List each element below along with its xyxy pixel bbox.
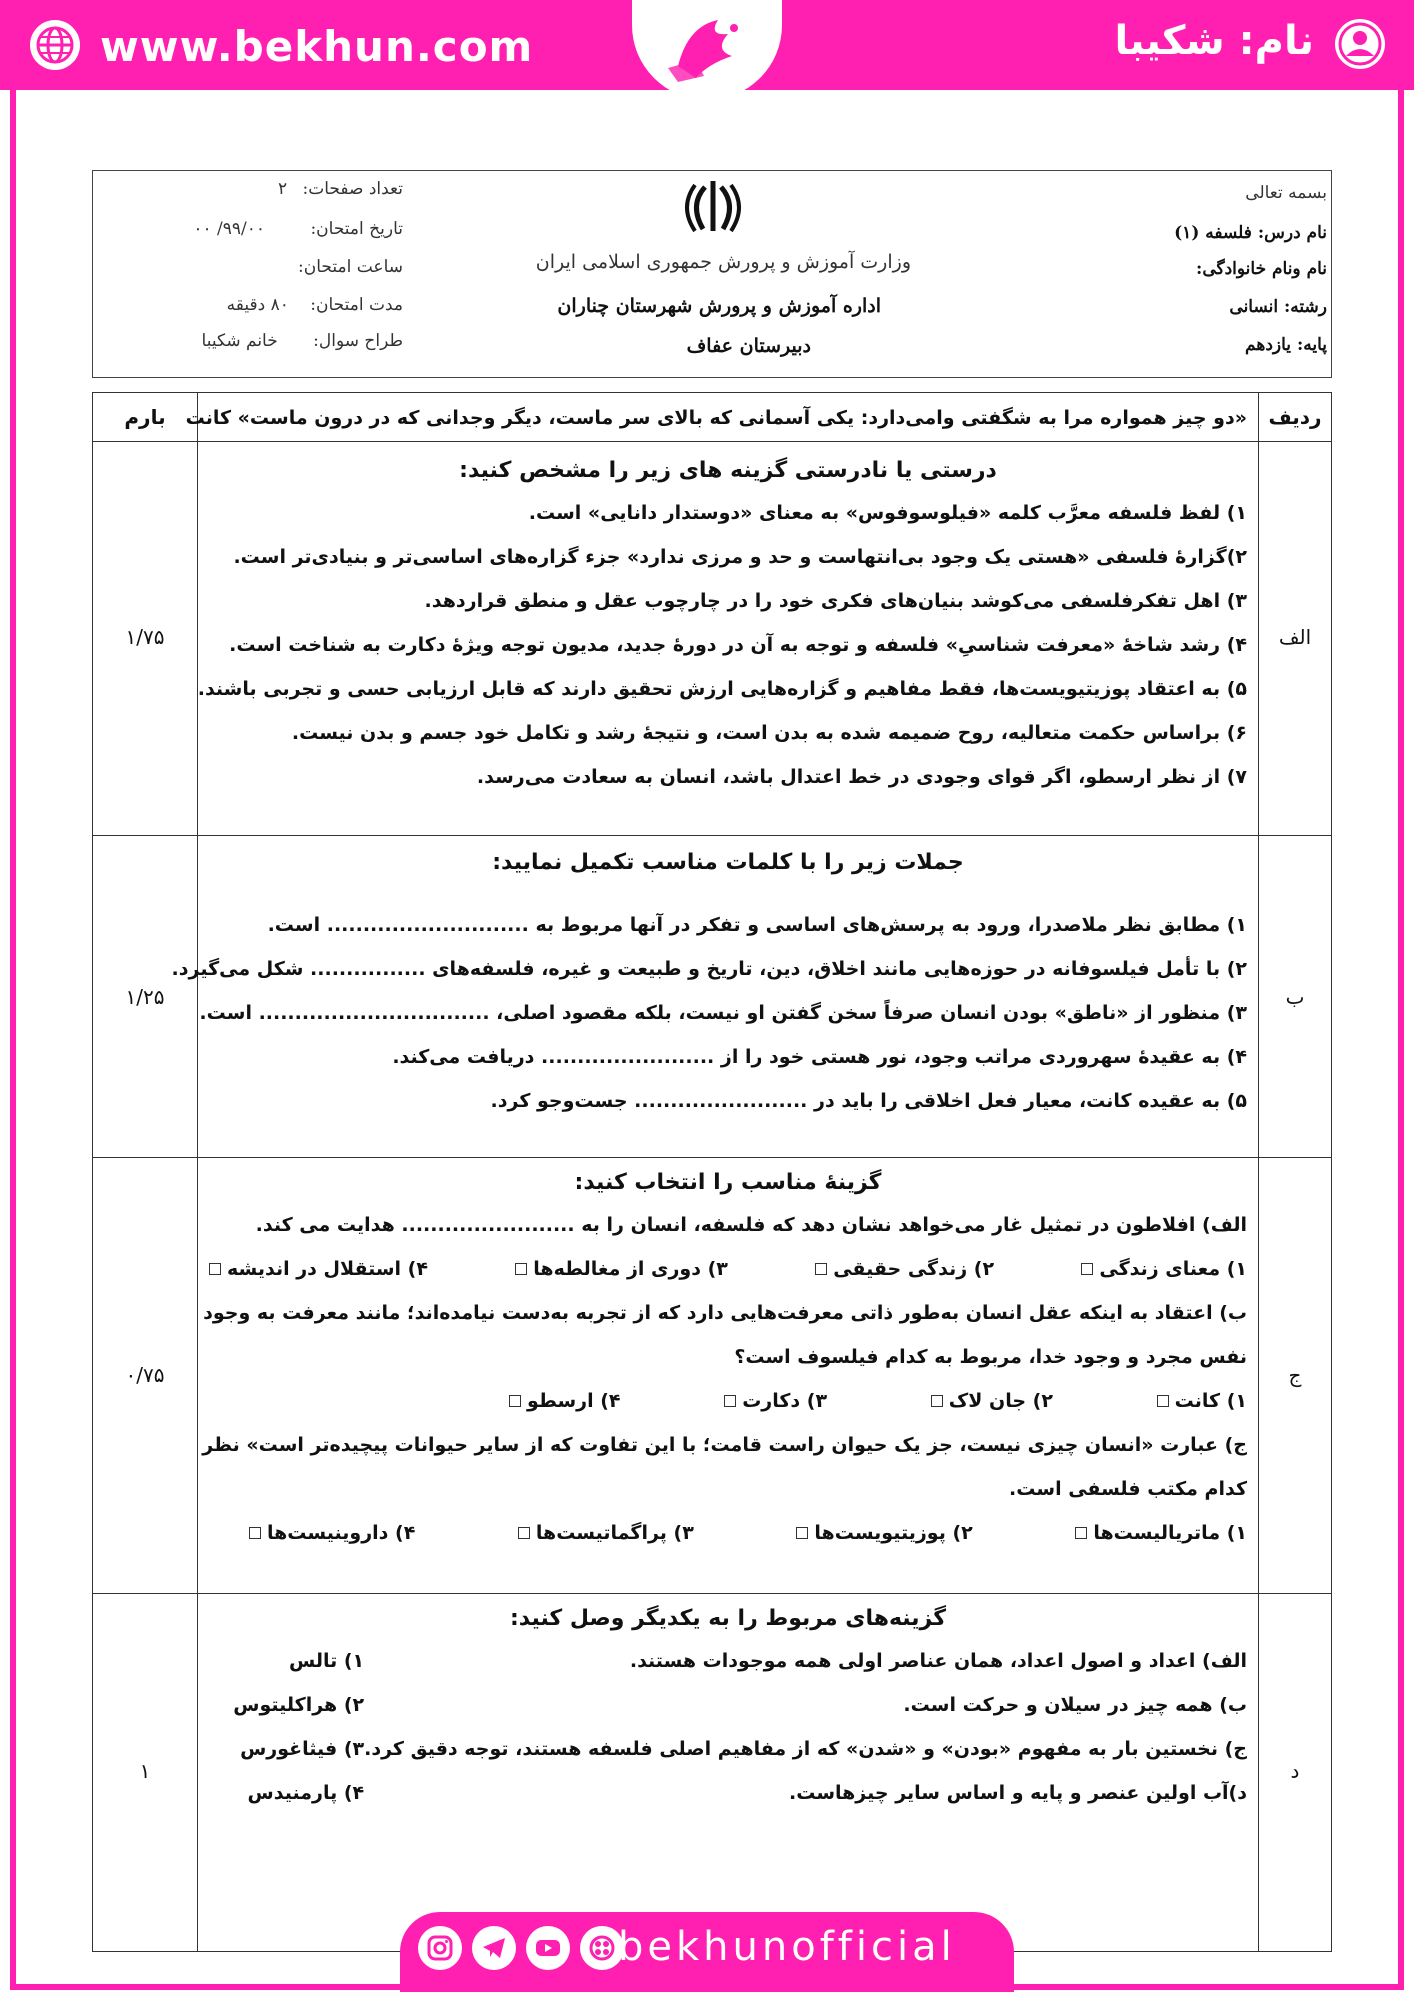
question-c-line2: کدام مکتب فلسفی است. xyxy=(1009,1478,1247,1500)
time-row xyxy=(123,257,403,277)
list-item: ۳) فیثاغورس xyxy=(240,1738,365,1760)
section-d-title: گزینه‌های مربوط را به یکدیگر وصل کنید: xyxy=(509,1606,947,1631)
basmala: بسمه تعالی xyxy=(1245,183,1327,203)
question-b-line1: ب) اعتقاد به اینکه عقل انسان به‌طور ذاتی معرفت‌هایی دارد که از تجربه به‌دست نیامده‌اند؛ مانند معرفت به وجود xyxy=(203,1302,1247,1324)
date-value: ۹۹/۰۰/ ۰۰ xyxy=(193,219,266,239)
list-item: د)آب اولین عنصر و پایه و اساس سایر چیزهاست. xyxy=(788,1782,1247,1804)
checkbox-icon[interactable] xyxy=(815,1263,827,1275)
list-item: ۱) تالس xyxy=(288,1650,365,1672)
list-item: ۶) براساس حکمت متعالیه، روح ضمیمه شده به بدن است، و نتیجهٔ رشد و تکامل خود جسم و بدن نیست. xyxy=(291,722,1247,744)
list-item: ۲) هراکلیتوس xyxy=(233,1694,365,1716)
option[interactable] xyxy=(509,1379,620,1423)
checkbox-icon[interactable] xyxy=(796,1527,808,1539)
option[interactable] xyxy=(209,1247,428,1291)
bekhun-logo xyxy=(648,6,766,90)
duration-label: مدت امتحان: xyxy=(310,295,403,315)
option[interactable] xyxy=(724,1379,827,1423)
pages-row xyxy=(123,179,403,199)
radif-header: ردیف xyxy=(1268,405,1322,429)
pages-value: ۲ xyxy=(277,179,288,199)
checkbox-icon[interactable] xyxy=(209,1263,221,1275)
fullname-label: نام ونام خانوادگی: xyxy=(1196,259,1327,279)
date-label: تاریخ امتحان: xyxy=(310,219,403,239)
question-a-options xyxy=(209,1247,1247,1291)
quote-text: «دو چیز همواره مرا به شگفتی وامی‌دارد: یکی آسمانی که بالای سر ماست، دیگر وجدانی که در درون ماست» کانت xyxy=(185,407,1247,429)
option[interactable] xyxy=(1075,1511,1247,1555)
question-c-line1: ج) عبارت «انسان چیزی نیست، جز یک حیوان راست قامت؛ با این تفاوت که از سایر حیوانات پیچیده‌تر است» نظر xyxy=(202,1434,1247,1456)
list-item: ج) نخستین بار به مفهوم «بودن» و «شدن» که از مفاهیم اصلی فلسفه هستند، توجه دقیق کرد. xyxy=(364,1738,1247,1760)
instagram-icon[interactable] xyxy=(418,1926,462,1970)
exam-header xyxy=(92,170,1332,378)
youtube-icon[interactable] xyxy=(526,1926,570,1970)
option[interactable] xyxy=(249,1511,415,1555)
option-label: ۲) پوزیتیویست‌ها xyxy=(814,1522,973,1544)
duration-value: ۸۰ دقیقه xyxy=(226,295,289,315)
option-label: ۱) کانت xyxy=(1174,1390,1247,1412)
section-d xyxy=(197,1599,1259,1815)
section-c-label: ج xyxy=(1288,1363,1302,1387)
section-d-score: ۱ xyxy=(139,1759,151,1783)
section-b xyxy=(171,843,1259,1123)
designer-value: خانم شکیبا xyxy=(201,331,278,351)
list-item: ۵) به عقیده کانت، معیار فعل اخلاقی را باید در ........................ جست‌وجو کرد. xyxy=(490,1090,1247,1112)
option[interactable] xyxy=(1081,1247,1247,1291)
checkbox-icon[interactable] xyxy=(515,1263,527,1275)
grade-label: پایه: xyxy=(1296,335,1327,355)
section-a-title: درستی یا نادرستی گزینه های زیر را مشخص کنید: xyxy=(459,458,997,483)
section-c-score: ۰/۷۵ xyxy=(125,1363,165,1387)
field-label: رشته: انسانی xyxy=(1229,297,1327,317)
student-name: نام: شکیبا xyxy=(1114,18,1314,64)
list-item: ۷) از نظر ارسطو، اگر قوای وجودی در خط اعتدال باشد، انسان به سعادت می‌رسد. xyxy=(476,766,1247,788)
section-a-score: ۱/۷۵ xyxy=(125,625,165,649)
option-label: ۱) ماتریالیست‌ها xyxy=(1093,1522,1247,1544)
option-label: ۳) دوری از مغالطه‌ها xyxy=(533,1258,728,1280)
option[interactable] xyxy=(815,1247,994,1291)
checkbox-icon[interactable] xyxy=(518,1527,530,1539)
option[interactable] xyxy=(931,1379,1053,1423)
checkbox-icon[interactable] xyxy=(249,1527,261,1539)
option-label: ۲) جان لاک xyxy=(948,1390,1053,1412)
option-label: ۲) زندگی حقیقی xyxy=(833,1258,995,1280)
grade-row xyxy=(1245,335,1327,355)
section-c-title: گزینهٔ مناسب را انتخاب کنید: xyxy=(574,1170,882,1195)
designer-label: طراح سوال: xyxy=(313,331,403,351)
social-handle[interactable]: bekhunofficial xyxy=(618,1924,956,1970)
matching-right xyxy=(173,1639,364,1815)
option-label: ۴) ارسطو xyxy=(527,1390,621,1412)
list-item: ۲)گزارهٔ فلسفی «هستی یک وجود بی‌انتهاست و حد و مرزی ندارد» جزء گزاره‌های اساسی‌تر و بنیادی‌تر است. xyxy=(233,546,1247,568)
row-divider xyxy=(93,835,1331,836)
designer-row xyxy=(123,331,403,351)
kant-quote xyxy=(185,403,1259,433)
list-item: ۲) با تأمل فیلسوفانه در حوزه‌هایی مانند اخلاق، دین، تاریخ و طبیعت و غیره، فلسفه‌های ................ شکل می‌گیرد. xyxy=(171,958,1247,980)
checkbox-icon[interactable] xyxy=(724,1395,736,1407)
option-label: ۳) پراگماتیست‌ها xyxy=(535,1522,694,1544)
list-item: ۱) مطابق نظر ملاصدرا، ورود به پرسش‌های اساسی و تفکر در آنها مربوط به ............................ است. xyxy=(267,914,1247,936)
question-c-options xyxy=(209,1511,1247,1555)
section-c xyxy=(197,1163,1259,1555)
option-label: ۴) داروینیست‌ها xyxy=(267,1522,416,1544)
office-name: اداره آموزش و پرورش شهرستان چناران xyxy=(557,295,881,317)
question-b-options xyxy=(209,1379,1247,1423)
website-link[interactable]: www.bekhun.com xyxy=(100,22,534,71)
row-divider xyxy=(93,441,1331,442)
section-a-label: الف xyxy=(1278,625,1312,649)
list-item: ۵) به اعتقاد پوزیتیویست‌ها، فقط مفاهیم و گزاره‌هایی ارزش تحقیق دارند که قابل ارزیابی حسی و تجربی باشند. xyxy=(197,678,1247,700)
question-a: الف) افلاطون در تمثیل غار می‌خواهد نشان دهد که فلسفه، انسان را به ........................ هدایت می کند. xyxy=(255,1214,1247,1236)
option[interactable] xyxy=(515,1247,728,1291)
checkbox-icon[interactable] xyxy=(1075,1527,1087,1539)
checkbox-icon[interactable] xyxy=(1157,1395,1169,1407)
questions-table xyxy=(92,392,1332,1952)
row-divider xyxy=(93,1157,1331,1158)
social-icons xyxy=(418,1926,624,1970)
matching-left xyxy=(364,1639,1247,1815)
iran-emblem-icon xyxy=(679,177,747,235)
option-label: ۴) استقلال در اندیشه xyxy=(227,1258,428,1280)
option-label: ۳) دکارت xyxy=(742,1390,828,1412)
section-a xyxy=(197,451,1259,799)
option[interactable] xyxy=(518,1511,694,1555)
telegram-icon[interactable] xyxy=(472,1926,516,1970)
date-row xyxy=(123,219,403,239)
list-item: ۴) پارمنیدس xyxy=(247,1782,365,1804)
globe-icon xyxy=(28,18,82,72)
list-item: ۱) لفظ فلسفه معرَّب کلمه «فیلوسوفوس» به معنای «دوستدار دانایی» است. xyxy=(528,502,1247,524)
section-b-label: ب xyxy=(1285,985,1305,1009)
question-b-line2: نفس مجرد و وجود خدا، مربوط به کدام فیلسوف است؟ xyxy=(734,1346,1247,1368)
option[interactable] xyxy=(1157,1379,1247,1423)
section-d-label: د xyxy=(1290,1759,1300,1783)
checkbox-icon[interactable] xyxy=(931,1395,943,1407)
list-item: ۳) اهل تفکرفلسفی می‌کوشد بنیان‌های فکری خود را در چارچوب عقل و منطق قراردهد. xyxy=(424,590,1247,612)
course-name: نام درس: فلسفه (۱) xyxy=(1174,223,1327,243)
list-item: ۳) منظور از «ناطق» بودن انسان صرفاً سخن گفتن او نیست، بلکه مقصود اصلی، ................................ است. xyxy=(199,1002,1247,1024)
pages-label: تعداد صفحات: xyxy=(302,179,403,199)
time-label: ساعت امتحان: xyxy=(298,257,403,277)
list-item: الف) اعداد و اصول اعداد، همان عناصر اولی همه موجودات هستند. xyxy=(629,1650,1247,1672)
user-icon xyxy=(1332,16,1388,72)
checkbox-icon[interactable] xyxy=(1081,1263,1093,1275)
school-name: دبیرستان عفاف xyxy=(686,335,811,357)
option-label: ۱) معنای زندگی xyxy=(1099,1258,1247,1280)
score-header: بارم xyxy=(124,405,166,429)
list-item: ب) همه چیز در سیلان و حرکت است. xyxy=(903,1694,1247,1716)
list-item: ۴) رشد شاخهٔ «معرفت شناسیِ» فلسفه و توجه به آن در دورهٔ جدید، مدیون توجه ویژهٔ دکارت به شناخت است. xyxy=(229,634,1247,656)
row-divider xyxy=(93,1593,1331,1594)
matching-rows xyxy=(209,1639,1247,1815)
checkbox-icon[interactable] xyxy=(509,1395,521,1407)
list-item: ۴) به عقیدهٔ سهروردی مراتب وجود، نور هستی خود را از ........................ دریافت می‌کند. xyxy=(392,1046,1247,1068)
duration-row xyxy=(123,295,403,315)
ministry-name: وزارت آموزش و پرورش جمهوری اسلامی ایران xyxy=(535,251,911,273)
option[interactable] xyxy=(796,1511,972,1555)
section-b-score: ۱/۲۵ xyxy=(125,985,165,1009)
grade-value: یازدهم xyxy=(1245,335,1292,355)
section-b-title: جملات زیر را با کلمات مناسب تکمیل نمایید: xyxy=(492,850,964,875)
